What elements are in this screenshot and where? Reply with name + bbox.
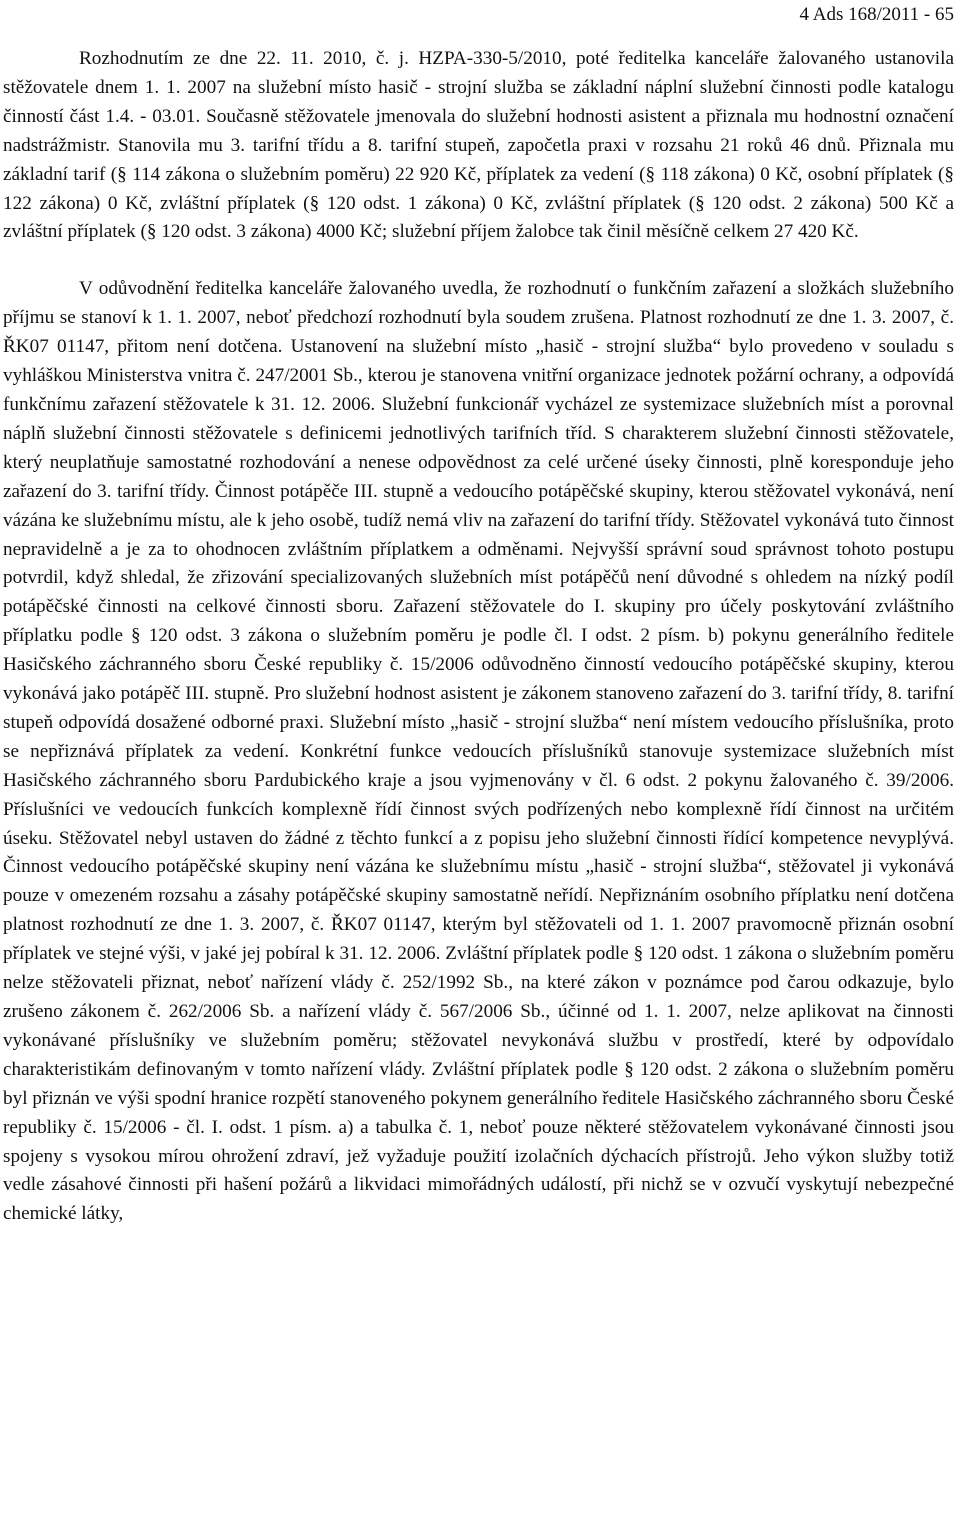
document-body [3,45,954,1257]
page-header-reference: 4 Ads 168/2011 - 65 [799,4,954,25]
paragraph-decision: Rozhodnutím ze dne 22. 11. 2010, č. j. HZPA-330-5/2010, poté ředitelka kanceláře žalovaného ustanovila stěžovatele dnem 1. 1. 2007 na služební místo hasič - strojní služba se základní náplní služební činnosti podle katalogu činností část 1.4. - 03.01. Současně stěžovatele jmenovala do služební hodnosti asistent a přiznala mu hodnostní označení nadstrážmistr. Stanovila mu 3. tarifní třídu a 8. tarifní stupeň, započetla praxi v rozsahu 21 roků 46 dnů. Přiznala mu základní tarif (§ 114 zákona o služebním poměru) 22 920 Kč, příplatek za vedení (§ 118 zákona) 0 Kč, osobní příplatek (§ 122 zákona) 0 Kč, zvláštní příplatek (§ 120 odst. 1 zákona) 0 Kč, zvláštní příplatek (§ 120 odst. 2 zákona) 500 Kč a zvláštní příplatek (§ 120 odst. 3 zákona) 4000 Kč; služební příjem žalobce tak činil měsíčně celkem 27 420 Kč. [3,48,954,243]
paragraph-reasoning: V odůvodnění ředitelka kanceláře žalovaného uvedla, že rozhodnutí o funkčním zařazení a složkách služebního příjmu se stanoví k 1. 1. 2007, neboť předchozí rozhodnutí byla soudem zrušena. Platnost rozhodnutí ze dne 1. 3. 2007, č. ŘK07 01147, přitom není dotčena. Ustanovení na služební místo „hasič - strojní služba“ bylo provedeno v souladu s vyhláškou Ministerstva vnitra č. 247/2001 Sb., kterou je stanovena vnitřní organizace jednotek požární ochrany, a odpovídá funkčnímu zařazení stěžovatele k 31. 12. 2006. Služební funkcionář vycházel ze systemizace služebních míst a porovnal náplň služební činnosti stěžovatele s definicemi jednotlivých tarifních tříd. S charakterem služební činnosti stěžovatele, který neuplatňuje samostatné rozhodování a nenese odpovědnost za celé určené úseky činnosti, plně koresponduje jeho zařazení do 3. tarifní třídy. Činnost potápěče III. stupně a vedoucího potápěčské skupiny, kterou stěžovatel vykonává, není vázána ke služebnímu místu, ale k jeho osobě, tudíž nemá vliv na zařazení do tarifní třídy. Stěžovatel vykonává tuto činnost nepravidelně a je za to ohodnocen zvláštním příplatkem a odměnami. Nejvyšší správní soud správnost tohoto postupu potvrdil, když shledal, že zřizování specializovaných služebních míst potápěčů není důvodné s ohledem na nízký podíl potápěčské činnosti na celkové činnosti sboru. Zařazení stěžovatele do I. skupiny pro účely poskytování zvláštního příplatku podle § 120 odst. 3 zákona o služebním poměru je podle čl. I odst. 2 písm. b) pokynu generálního ředitele Hasičského záchranného sboru České republiky č. 15/2006 odůvodněno činností vedoucího potápěčské skupiny, kterou vykonává jako potápěč III. stupně. Pro služební hodnost asistent je zákonem stanoveno zařazení do 3. tarifní třídy, 8. tarifní stupeň odpovídá dosažené odborné praxi. Služební místo „hasič - strojní služba“ není místem vedoucího příslušníka, proto se nepřiznává příplatek za vedení. Konkrétní funkce vedoucích příslušníků stanovuje systemizace služebních míst Hasičského záchranného sboru Pardubického kraje a jsou vyjmenovány v čl. 6 odst. 2 pokynu žalovaného č. 39/2006. Příslušníci ve vedoucích funkcích komplexně řídí činnost svých podřízených nebo komplexně řídí činnost na určitém úseku. Stěžovatel nebyl ustaven do žádné z těchto funkcí a z popisu jeho služební činnosti řídící kompetence nevyplývá. Činnost vedoucího potápěčské skupiny není vázána ke služebnímu místu „hasič - strojní služba“, stěžovatel ji vykonává pouze v omezeném rozsahu a zásahy potápěčské skupiny samostatně neřídí. Nepřiznáním osobního příplatku není dotčena platnost rozhodnutí ze dne 1. 3. 2007, č. ŘK07 01147, kterým byl stěžovateli od 1. 1. 2007 pravomocně přiznán osobní příplatek ve stejné výši, v jaké jej pobíral k 31. 12. 2006. Zvláštní příplatek podle § 120 odst. 1 zákona o služebním poměru nelze stěžovateli přiznat, neboť nařízení vlády č. 252/1992 Sb., na které zákon v poznámce pod čarou odkazuje, bylo zrušeno zákonem č. 262/2006 Sb. a nařízení vlády č. 567/2006 Sb., účinné od 1. 1. 2007, nelze aplikovat na činnosti vykonávané příslušníky ve služebním poměru; stěžovatel nevykonává službu v prostředí, které by odpovídalo charakteristikám definovaným v tomto nařízení vlády. Zvláštní příplatek podle § 120 odst. 2 zákona o služebním poměru byl přiznán ve výši spodní hranice rozpětí stanoveného pokynem generálního ředitele Hasičského záchranného sboru České republiky č. 15/2006 - čl. I. odst. 1 písm. a) a tabulka č. 1, neboť pouze některé stěžovatelem vykonávané činnosti jsou spojeny s vysokou mírou ohrožení zdraví, jež vyžaduje použití izolačních dýchacích přístrojů. Jeho výkon služby totiž vedle zásahové činnosti při hašení požárů a likvidaci mimořádných událostí, při nichž se v ozvučí vyskytují nebezpečné chemické látky, [3,278,954,1225]
